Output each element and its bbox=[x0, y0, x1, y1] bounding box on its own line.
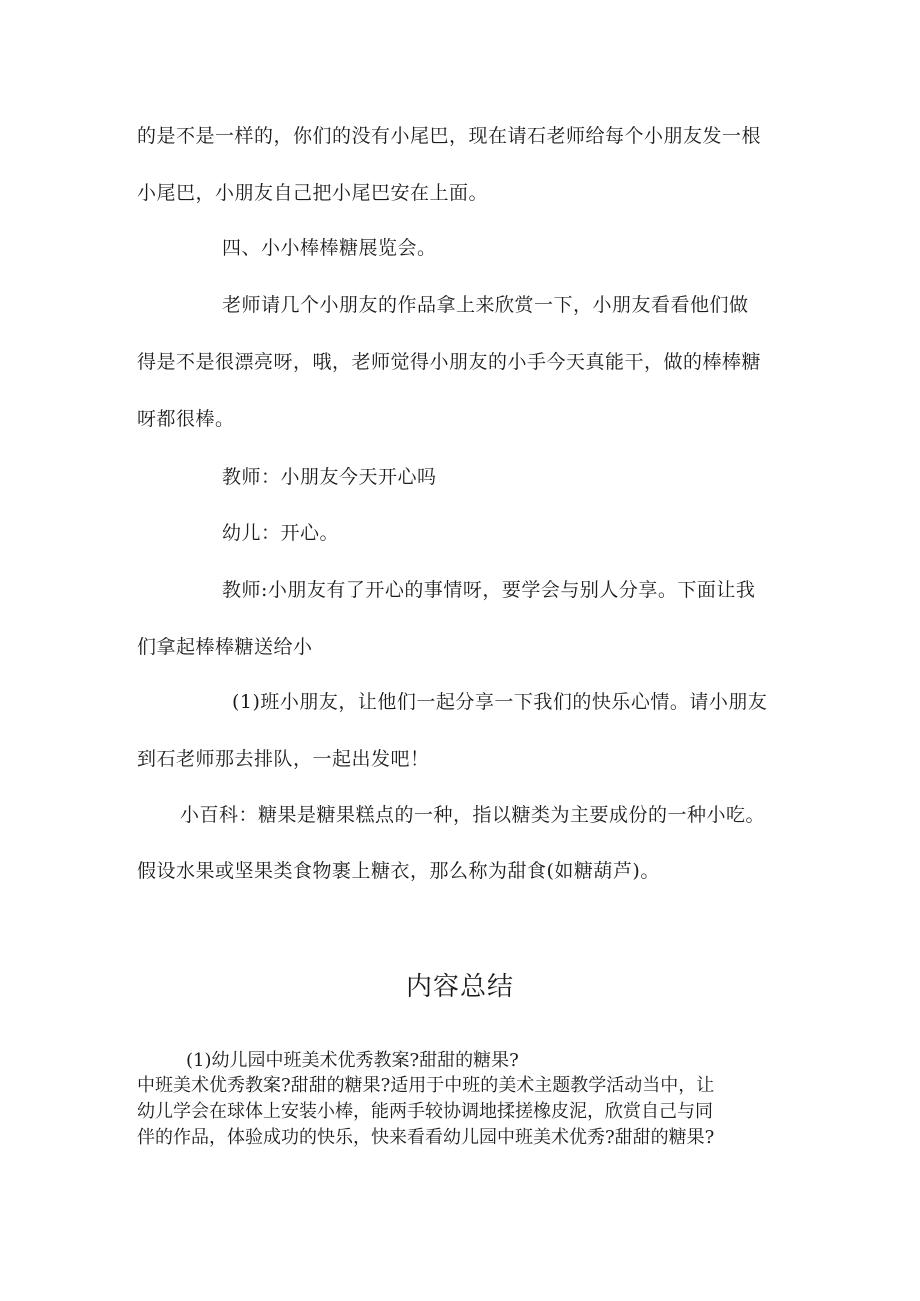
body-line-5: 得是不是很漂亮呀，哦，老师觉得小朋友的小手今天真能干，做的棒棒糖 bbox=[137, 351, 762, 373]
body-line-1: 的是不是一样的，你们的没有小尾巴，现在请石老师给每个小朋友发一根 bbox=[137, 125, 762, 147]
summary-line-1: (1)幼儿园中班美术优秀教案?甜甜的糖果? bbox=[186, 1050, 519, 1071]
encyclopedia-line-1: 小百科：糖果是糖果糕点的一种，指以糖类为主要成份的一种小吃。 bbox=[180, 804, 766, 826]
dialogue-child: 幼儿：开心。 bbox=[222, 522, 340, 544]
body-line-6: 呀都很棒。 bbox=[137, 408, 235, 430]
body-line-12: 到石老师那去排队，一起出发吧！ bbox=[137, 748, 430, 770]
summary-line-4: 伴的作品，体验成功的快乐，快来看看幼儿园中班美术优秀?甜甜的糖果? bbox=[137, 1127, 715, 1148]
body-line-2: 小尾巴，小朋友自己把小尾巴安在上面。 bbox=[137, 182, 489, 204]
dialogue-teacher-2: 教师:小朋友有了开心的事情呀，要学会与别人分享。下面让我 bbox=[222, 579, 756, 601]
dialogue-teacher-1: 教师：小朋友今天开心吗 bbox=[222, 466, 437, 488]
summary-line-2: 中班美术优秀教案?甜甜的糖果?适用于中班的美术主题教学活动当中，让 bbox=[137, 1075, 715, 1096]
section-heading-exhibition: 四、小小棒棒糖展览会。 bbox=[222, 237, 437, 259]
summary-line-3: 幼儿学会在球体上安装小棒，能两手较协调地揉搓橡皮泥，欣赏自己与同 bbox=[137, 1101, 713, 1122]
encyclopedia-line-2: 假设水果或坚果类食物裹上糖衣，那么称为甜食(如糖葫芦)。 bbox=[137, 860, 660, 882]
body-line-10: 们拿起棒棒糖送给小 bbox=[137, 636, 313, 658]
summary-heading: 内容总结 bbox=[405, 972, 514, 1002]
body-line-4: 老师请几个小朋友的作品拿上来欣赏一下，小朋友看看他们做 bbox=[222, 294, 749, 316]
body-line-11: (1)班小朋友，让他们一起分享一下我们的快乐心情。请小朋友 bbox=[232, 691, 768, 713]
